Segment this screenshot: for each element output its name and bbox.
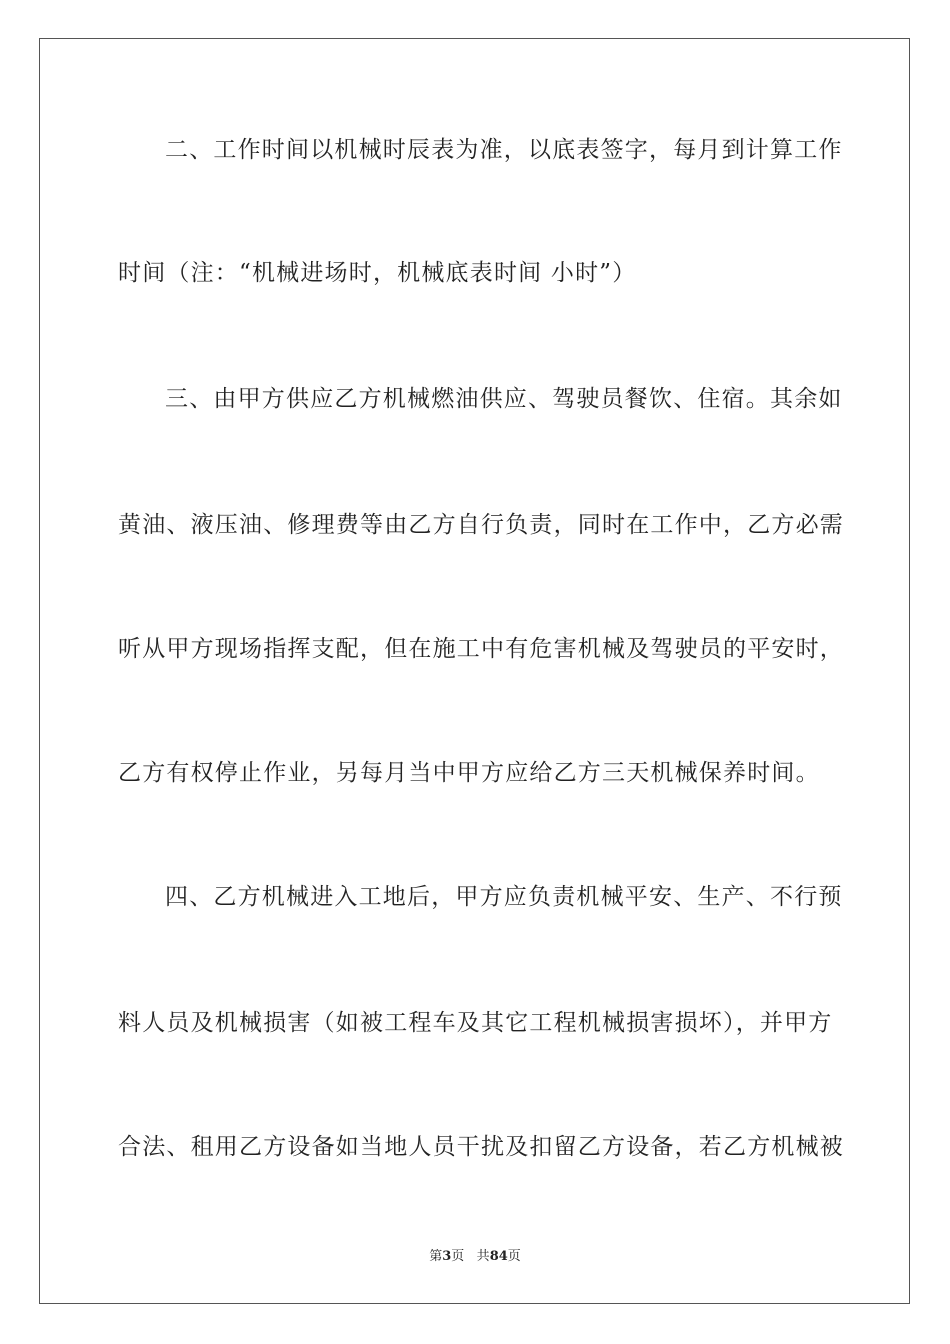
text-line-3: 三、由甲方供应乙方机械燃油供应、驾驶员餐饮、住宿。其余如 xyxy=(165,386,843,412)
text-line-8: 料人员及机械损害（如被工程车及其它工程机械损害损坏），并甲方 xyxy=(118,1010,833,1036)
footer-prefix: 第 xyxy=(429,1249,443,1264)
text-line-1: 二、工作时间以机械时辰表为准，以底表签字，每月到计算工作 xyxy=(165,137,843,163)
text-line-7: 四、乙方机械进入工地后，甲方应负责机械平安、生产、不行预 xyxy=(165,884,843,910)
text-line-9: 合法、租用乙方设备如当地人员干扰及扣留乙方设备，若乙方机械被 xyxy=(118,1134,844,1160)
page-border xyxy=(39,38,910,1304)
footer-total-prefix: 共 xyxy=(476,1249,490,1264)
text-line-2: 时间（注：“机械进场时，机械底表时间 小时”） xyxy=(118,260,637,286)
total-pages: 84 xyxy=(489,1249,508,1264)
footer-total-suffix: 页 xyxy=(507,1249,521,1264)
text-line-4: 黄油、液压油、修理费等由乙方自行负责，同时在工作中，乙方必需 xyxy=(118,512,844,538)
text-line-6: 乙方有权停止作业，另每月当中甲方应给乙方三天机械保养时间。 xyxy=(118,760,820,786)
text-line-5: 听从甲方现场指挥支配，但在施工中有危害机械及驾驶员的平安时， xyxy=(118,636,844,662)
footer-page-suffix: 页 xyxy=(451,1249,465,1264)
page-footer xyxy=(0,1245,950,1264)
page-number: 3 xyxy=(442,1249,452,1264)
